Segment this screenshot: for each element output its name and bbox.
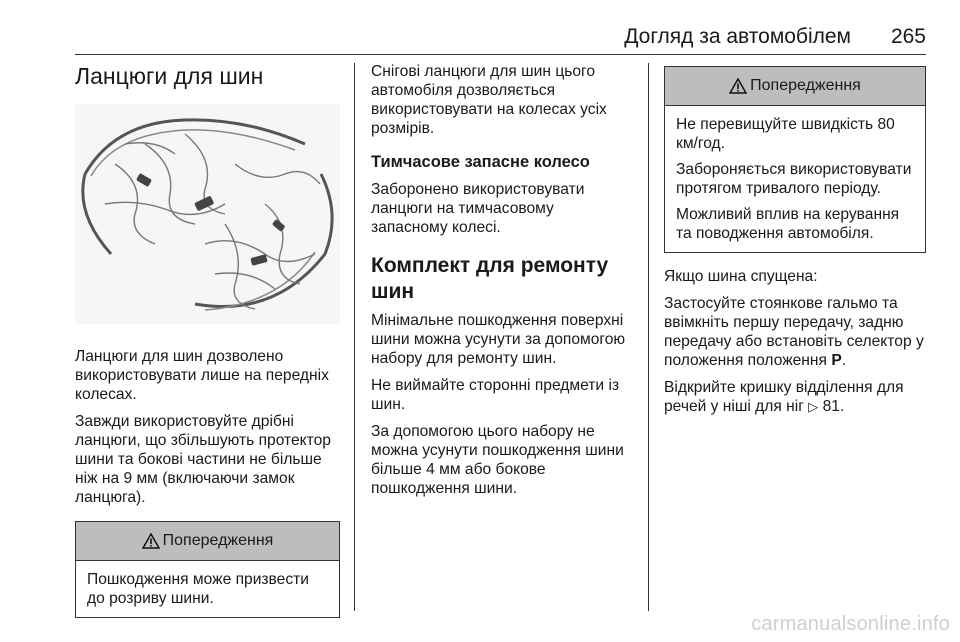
paragraph: Заборонено використовувати ланцюги на тимчасовому запасному колесі. [371,181,585,236]
section-title: Ланцюги для шин [75,63,264,89]
text-run: . [841,352,847,369]
tire-chains-illustration [75,104,340,324]
warning-body [665,106,925,252]
warning-box [75,521,340,618]
column-divider [354,63,355,611]
paragraph: За допомогою цього набору не можна усунути пошкодження шини більше 4 мм або бокове пошкодження шини. [371,423,624,497]
column-3 [664,66,926,424]
watermark: carmanualsonline.info [751,613,950,635]
header-rule [75,54,926,55]
warning-icon [729,78,747,94]
warning-text: Не перевищуйте швидкість 80 км/год. [676,116,895,152]
page-number: 265 [890,25,926,48]
warning-title: Попередження [162,532,274,549]
warning-header [665,67,925,106]
subheading-spare-wheel: Тимчасове запасне колесо [371,153,590,171]
warning-title: Попередження [750,77,861,94]
paragraph: Ланцюги для шин дозволено використовувати лише на передніх колесах. [75,348,329,403]
header-title: Догляд за автомобілем [624,25,851,48]
warning-text: Пошкодження може призвести до розриву шини. [87,571,309,607]
page-reference-icon: ▷ [808,399,819,414]
warning-icon [142,533,160,549]
paragraph: Не виймайте сторонні предмети із шин. [371,377,620,413]
warning-header [76,522,339,561]
column-2 [371,62,633,506]
column-1 [75,62,340,618]
warning-body [76,561,339,617]
warning-box [664,66,926,253]
paragraph: Мінімальне пошкодження поверхні шини можна усунути за допомогою набору для ремонту шин. [371,312,626,367]
gear-position-p: P [831,352,842,369]
paragraph [664,294,926,370]
warning-text: Можливий вплив на керування та поводження автомобіля. [676,206,900,242]
text-run: Відкрийте кришку відділення для речей у ніші для ніг [664,379,904,415]
paragraph: Завжди використовуйте дрібні ланцюги, що збільшують протектор шини та бокові частини не більше ніж на 9 мм (включаючи замок ланцюга). [75,413,331,506]
paragraph: Якщо шина спущена: [664,268,818,285]
paragraph [664,378,926,416]
paragraph: Снігові ланцюги для шин цього автомобіля дозволяється використовувати на колесах усіх розмірів. [371,63,607,137]
column-divider [648,63,649,611]
page-reference-link[interactable]: 81. [822,398,845,415]
text-run: Застосуйте стоянкове гальмо та ввімкніть першу передачу, задню передачу або встановіть селектор у положення положення [664,295,924,369]
subheading-repair-kit: Комплект для ремонту шин [371,254,609,303]
page-header [75,22,926,52]
warning-text: Забороняється використовувати протягом тривалого періоду. [676,161,912,197]
